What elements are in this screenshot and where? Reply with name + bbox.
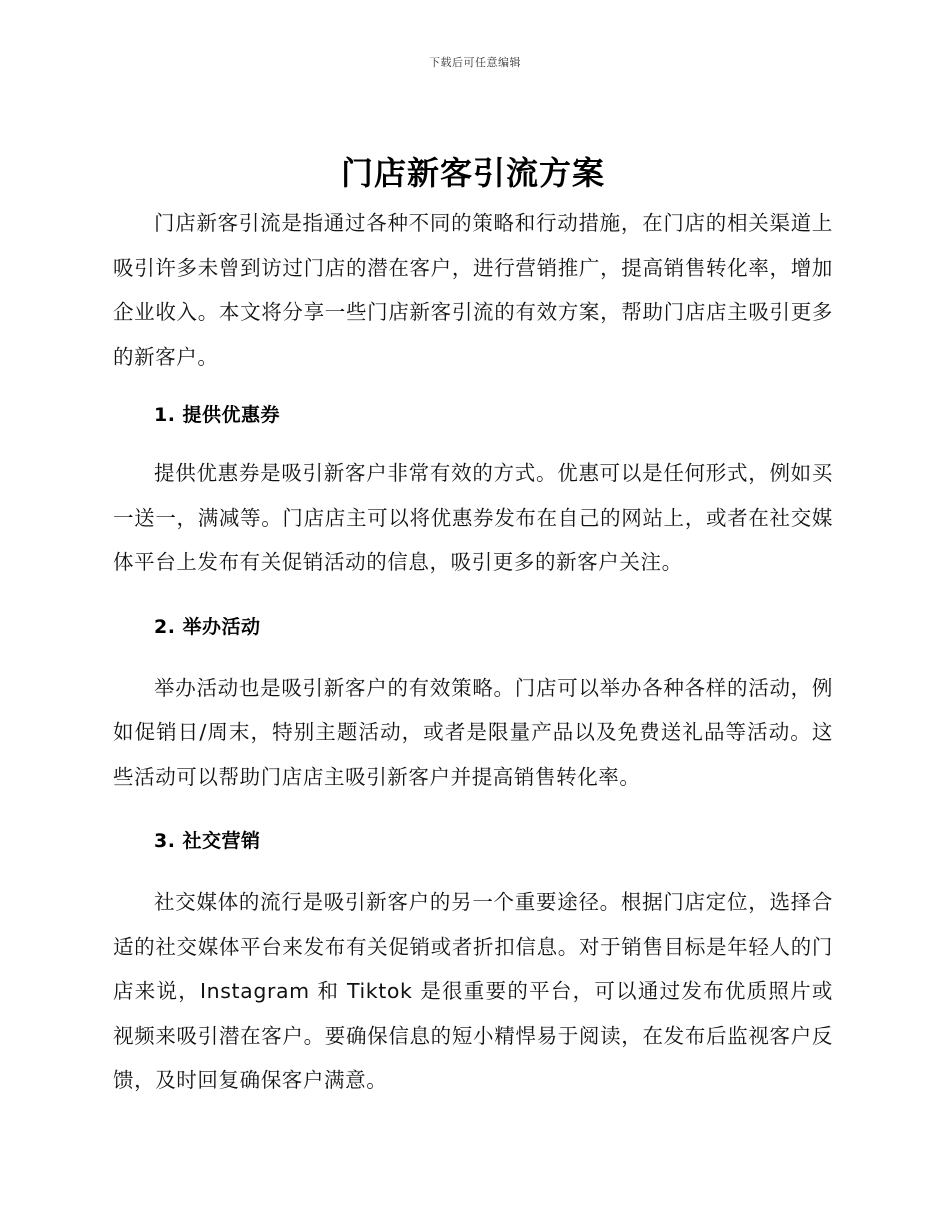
document-body — [113, 148, 833, 1103]
section-heading-social-marketing: 3. 社交营销 — [154, 830, 261, 852]
header-note: 下载后可任意编辑 — [429, 56, 521, 69]
section-body-events: 举办活动也是吸引新客户的有效策略。门店可以举办各种各样的活动，例如促销日/周末，特别主题活动，或者是限量产品以及免费送礼品等活动。这些活动可以帮助门店店主吸引新客户并提高销售转化率。 — [113, 675, 833, 789]
section-body-coupons: 提供优惠券是吸引新客户非常有效的方式。优惠可以是任何形式，例如买一送一，满减等。门店店主可以将优惠券发布在自己的网站上，或者在社交媒体平台上发布有关促销活动的信息，吸引更多的新客户关注。 — [113, 461, 833, 574]
document-title: 门店新客引流方案 — [340, 154, 605, 192]
section-body-social-marketing: 社交媒体的流行是吸引新客户的另一个重要途径。根据门店定位，选择合适的社交媒体平台来发布有关促销或者折扣信息。对于销售目标是年轻人的门店来说，Instagram 和 Tiktok 是很重要的平台，可以通过发布优质照片或视频来吸引潜在客户。要确保信息的短小精悍易于阅读，在发布后监视客户反馈，及时回复确保客户满意。 — [113, 890, 833, 1092]
section-heading-events: 2. 举办活动 — [154, 615, 261, 638]
intro-paragraph: 门店新客引流是指通过各种不同的策略和行动措施，在门店的相关渠道上吸引许多未曾到访过门店的潜在客户，进行营销推广，提高销售转化率，增加企业收入。本文将分享一些门店新客引流的有效方案，帮助门店店主吸引更多的新客户。 — [113, 211, 833, 369]
section-heading-coupons: 1. 提供优惠券 — [154, 404, 281, 426]
